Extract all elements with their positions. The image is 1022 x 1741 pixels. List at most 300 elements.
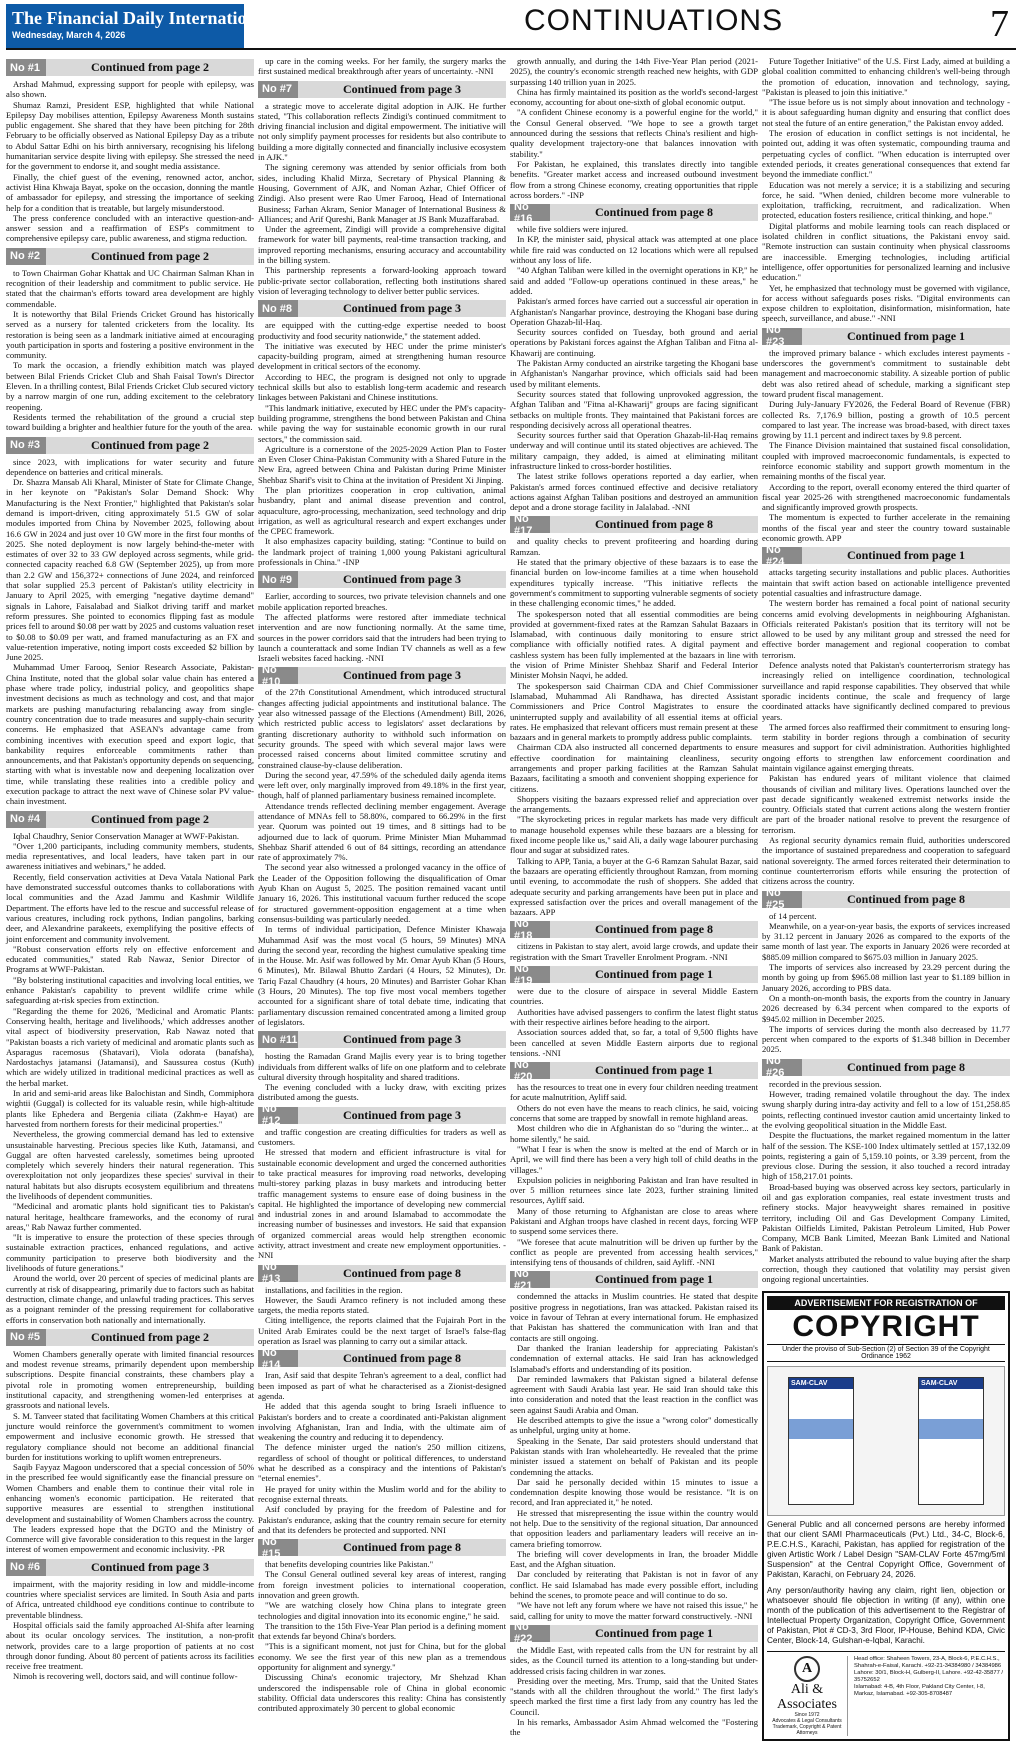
article-body	[510, 1082, 758, 1267]
article-paragraph: Asif concluded by praying for the freedom of Palestine and for Pakistan's endurance, asking that the country remain secure for eternity and that its defenders be protected and supported. NNI	[258, 1504, 506, 1535]
article-header	[6, 437, 254, 454]
article-paragraph: Digital platforms and mobile learning tools can reach displaced or isolated children in conflict situations, the Pakistani envoy said. "Remote instruction can sustain continuity when physical classrooms are inaccessible. Emerging technologies, including artificial intelligence, offer opportunities for personalized learning and inclusive education."	[762, 220, 1010, 283]
article-paragraph: Shumaz Ramzi, President ESP, highlighted that while National Epilepsy Day mobilises attention, Epilepsy Awareness Month sustains public engagement. She shared that they have been pitching for 28th February to be officially observed as National Epilepsy Day as a tribute to Abdul Sattar Edhi on his birth anniversary, recognising his lifelong humanitarian service despite living with epilepsy. She stressed the need for the government to endorse it, and sought media assistance.	[6, 99, 254, 172]
article-body	[6, 1579, 254, 1682]
article	[258, 571, 506, 663]
article-paragraph: Around the world, over 20 percent of species of medicinal plants are currently at risk of disappearing, primarily due to factors such as habitat destruction, climate change, and unlawful trading practices. This serves as a poignant reminder of the pressing requirement for collaborative efforts in conservation both nationally and internationally.	[6, 1273, 254, 1325]
product-box-2-stripe	[919, 1419, 983, 1439]
ad-body: General Public and all concerned persons are hereby informed that our client SAMI Pharmaceuticals (Pvt.) Ltd., 34-C, Block-6, P.E.C.H.S., Karachi, Pakistan, has applied for registration of the given Artistic Work / Label Design "SAM-CLAV Forte 457mg/5ml Suspension" at the Central Copyright Office, Government of Pakistan, Karachi, on February 24, 2026.	[767, 1519, 1005, 1579]
article-header	[6, 1559, 254, 1576]
article-paragraph: Chairman CDA also instructed all concerned departments to ensure effective coordination for maintaining cleanliness, security arrangements and proper parking facilities at the Ramzan Sahulat Bazaars, facilitating a smooth and convenient shopping experience for citizens.	[510, 742, 758, 794]
article-paragraph: The plan prioritizes cooperation in crop cultivation, animal husbandry, plant and animal disease prevention and control, aquaculture, agro-processing, mechanization, seed technology and drip irrigation, as well as agricultural research and expert exchanges under the CPEC framework.	[258, 484, 506, 537]
article-number: No #11	[258, 1031, 298, 1048]
article-paragraph: the Middle East, with repeated calls from the UN for restraint by all sides, as the Council turned its attention to a long-standing but under-addressed crisis facing children in war zones.	[510, 1644, 758, 1676]
article	[510, 56, 758, 200]
section-title: CONTINUATIONS	[524, 4, 784, 37]
continued-from-label: Continued from page 1	[550, 1062, 758, 1079]
product-box-2-label: SAM-CLAV	[919, 1378, 983, 1389]
continued-from-label: Continued from page 1	[802, 547, 1010, 564]
copyright-advertisement	[762, 1291, 1010, 1741]
ad-title: ADVERTISEMENT FOR REGISTRATION OF	[767, 1296, 1005, 1310]
article	[6, 248, 254, 433]
article-paragraph: For Pakistan, he explained, this translates directly into tangible benefits. "Greater market access and increased outbound investment flow from a strong Chinese economy, creating opportunities that ripple across borders." -INP	[510, 158, 758, 200]
article-paragraph: The imports of services during the month also decreased by 11.77 percent when compared to the exports of $1.348 billion in December 2025.	[762, 1023, 1010, 1055]
article-paragraph: "The skyrocketing prices in regular markets has made very difficult to manage household expenses while these bazaars are a blessing for fixed income people like us," said Ali, a daily wage labourer purchasing flour and sugar at subsidized rates.	[510, 814, 758, 856]
article-body	[6, 1349, 254, 1555]
continued-from-label: Continued from page 8	[802, 1059, 1010, 1076]
article-paragraph: of 14 percent.	[769, 910, 817, 921]
continued-from-label: Continued from page 3	[298, 571, 506, 588]
article-body	[6, 457, 254, 807]
article-paragraph: He added that this agenda sought to bring Israeli influence to Pakistan's borders and to create a coordinated anti-Pakistan alignment involving Afghanistan, Iran and India, with the ultimate aim of weakening the country and reducing it to dependency.	[258, 1401, 506, 1443]
article-paragraph: The erosion of education in conflict settings is not incidental, he pointed out, adding it was often systematic, compounding trauma and perpetuating cycles of conflict. "When education is interrupted over extended periods, it creates generational consequences that extend far beyond the immediate conflict."	[762, 128, 1010, 180]
article-paragraph: The Pakistan Army conducted an airstrike targeting the Khogani base in Afghanistan's Nangarhar province, which officials said had been used by militant elements.	[510, 358, 758, 389]
article-body	[258, 591, 506, 663]
article-number: No #7	[258, 81, 298, 98]
article-paragraph: Many of those returning to Afghanistan are close to areas where Pakistani and Afghan troops have clashed in recent days, forcing WFP to suspend some services there.	[510, 1205, 758, 1237]
article-paragraph: Security sources confided on Tuesday, both ground and aerial operations by Pakistani forces against the Afghan Taliban and Fitna al-Khawarij are continuing.	[510, 327, 758, 358]
article	[510, 512, 758, 918]
article-body	[510, 986, 758, 1058]
article-paragraph: Market analysts attributed the rebound to value buying after the sharp correction, though they cautioned that volatility may persist given ongoing regional uncertainties.	[762, 1253, 1010, 1285]
article	[510, 1267, 758, 1621]
article-header	[258, 1535, 506, 1560]
article-paragraph: Despite the fluctuations, the market regained momentum in the latter half of the session. The KSE-100 Index ultimately settled at 157,132.09 points, registering a gain of 5,159.10 points, or 3.39 percent, from the previous close. During the session, it also touched a record intraday high of 158,217.01 points.	[762, 1130, 1010, 1182]
article-paragraph: The affected platforms were restored after immediate technical intervention and are now functioning normally. At the same time, sources in the power corridors said that the intruders had been trying to launch a counterattack and some Indian TV channels as well as a few Israeli websites faced hacking. -NNI	[258, 611, 506, 664]
article-paragraph: Agriculture is a cornerstone of the 2025-2029 Action Plan to Foster an Even Closer China-Pakistan Community with a Shared Future in the New Era, agreed between China and Pakistan during Prime Minister Shehbaz Sharif's visit to China at the invitation of President Xi Jinping.	[258, 443, 506, 485]
firm-tagline: Advocates & Legal Consultants Trademark, Copyright & Patent Attorneys	[772, 1717, 842, 1736]
article-paragraph: The Finance Division maintained that sustained fiscal consolidation, coupled with improved macroeconomic fundamentals, is expected to reinforce economic stability and support growth momentum in the remaining months of the fiscal year.	[762, 440, 1010, 482]
article-paragraph: The briefing will cover developments in Iran, the broader Middle East, and the Afghan situation.	[510, 1548, 758, 1570]
article-paragraph: were due to the closure of airspace in several Middle Eastern countries.	[510, 986, 758, 1007]
article-body	[258, 320, 506, 567]
article-paragraph: Education was not merely a service; it is a stabilizing and securing force, he said. "When denied, children become more vulnerable to exploitation, trafficking, recruitment, and radicalization. When protected, education fosters resilience, critical thinking, and hope."	[762, 179, 1010, 221]
article-body	[510, 224, 758, 512]
continued-from-label: Continued from page 3	[298, 300, 506, 317]
continued-from-label: Continued from page 2	[46, 1329, 254, 1346]
article-number: No #19	[510, 966, 550, 983]
article-body	[762, 1079, 1010, 1285]
article-paragraph: a strategic move to accelerate digital adoption in AJK. He further stated, "This collaboration reflects Zindigi's continued commitment to driving financial inclusion and digital empowerment. The initiative will not only simplify payment processes for residents but also contribute to building a more digitally connected and financially inclusive ecosystem in AJK."	[258, 100, 506, 163]
continued-from-label: Continued from page 8	[550, 204, 758, 221]
article-paragraph: He stressed that misrepresenting the issue within the country would not help. Due to the sensitivity of the regional situation, Dar announced that opposition leaders and parliamentary leaders will receive an in-camera briefing tomorrow.	[510, 1507, 758, 1549]
article-paragraph: He prayed for unity within the Muslim world and for the ability to recognise external threats.	[258, 1483, 506, 1504]
article-paragraph: "A confident Chinese economy is a powerful engine for the world," the Consul General observed. "We hope to see a growth target announced during the sessions that reflects China's resilient and high-quality development trajectory-one that balances innovation with stability."	[510, 107, 758, 159]
article-header	[762, 1055, 1010, 1080]
article-paragraph: Association sources added that, so far, a total of 9,500 flights have been cancelled at seven Middle Eastern airports due to regional tensions. -NNI	[510, 1027, 758, 1058]
article-paragraph: The defence minister urged the nation's 250 million citizens, regardless of school of thought or political differences, to understand what he described as a conspiracy and the intentions of Pakistan's "eternal enemies".	[258, 1442, 506, 1484]
page-number: 7	[990, 3, 1009, 45]
article-header	[510, 917, 758, 942]
firm-offices	[847, 1656, 1005, 1736]
article-body	[258, 101, 506, 297]
column-2	[258, 56, 506, 1714]
article-paragraph: "Regarding the theme for 2026, 'Medicinal and Aromatic Plants: Conserving health, heritage and livelihoods,' which addresses another vital aspect of biodiversity preservation, Rab Nawaz noted that "Pakistan boasts a rich variety of medicinal and aromatic plants such as Asparagus racemosus (Shatavari), Viola odorata (banafsha), Nardostachys jatamansi (Jatamansi), and Saussurea costus (Kuth) which are widely utilized in traditional medicinal practices as well as the herbal market.	[6, 1005, 254, 1088]
masthead	[0, 0, 1022, 52]
article-paragraph: to Town Chairman Gohar Khattak and UC Chairman Salman Khan in recognition of their leadership and commitment to public service. He stated that the chairman's efforts toward area development are highly commendable.	[6, 267, 254, 309]
article-paragraph: "What I fear is when the snow is melted at the end of March or in April, we will find there has been a very high toll of child deaths in the villages."	[510, 1143, 758, 1175]
article	[6, 1559, 254, 1682]
article	[762, 324, 1010, 544]
article-body	[510, 1291, 758, 1621]
article-paragraph: It is noteworthy that Bilal Friends Cricket Ground has historically served as a nursery for talented cricketers from the locality. Its restoration is being seen as a landmark initiative aimed at encouraging youth participation in sports and fostering a positive environment in the community.	[6, 308, 254, 361]
article-number: No #21	[510, 1271, 550, 1288]
article-paragraph: recorded in the previous session.	[769, 1078, 882, 1089]
firm-name: Ali & Associates	[777, 1681, 837, 1712]
article-paragraph: Dar said he personally decided within 15 minutes to issue a condemnation despite knowing those would be resistance. "It is on record, and Iran appreciated it," he noted.	[510, 1476, 758, 1508]
article-number: No #20	[510, 1062, 550, 1079]
article-paragraph: However, trading remained volatile throughout the day. The index swung sharply during intra-day activity and fell to a low of 151,258.85 points, reflecting continued investor caution amid uncertainty linked to the evolving geopolitical situation in the Middle East.	[762, 1089, 1010, 1130]
article-paragraph: The initiative was executed by HEC under the prime minister's capacity-building program, aimed at strengthening human resource development in critical sectors of the economy.	[258, 340, 506, 372]
firm-since: Since 1972	[794, 1711, 820, 1718]
article	[258, 1261, 506, 1347]
article-paragraph: "40 Afghan Taliban were killed in the overnight operations in KP," he said and added "Follow-up operations continued in these areas," he added.	[510, 265, 758, 296]
article-paragraph: "The issue before us is not simply about innovation and technology - it is about safeguarding human dignity and ensuring that conflict does not steal the future of an entire generation," the Pakistan envoy added.	[762, 97, 1010, 128]
column-4	[762, 56, 1010, 1736]
product-box-2	[918, 1377, 984, 1505]
article-header	[762, 887, 1010, 912]
article	[258, 663, 506, 1027]
article-paragraph: He stressed that modern and efficient infrastructure is vital for sustainable economic development and urged the concerned authorities to take practical measures for improving road networks, developing multi-storey parking plazas in busy markets and introducing better traffic management systems to ensure ease of doing business in the capital. He highlighted the importance of developing new commercial and industrial zones in and around Islamabad to accommodate the increasing number of businesses and investors. He said that expansion of organized commercial areas would help strengthen economic activity, attract investment and create new employment opportunities. -NNI	[258, 1147, 506, 1261]
article-body	[762, 56, 1010, 324]
article-paragraph: hosting the Ramadan Grand Majlis every year is to bring together individuals from different walks of life on one platform and to celebrate cultural diversity through hospitality and shared traditions.	[258, 1051, 506, 1082]
column-3	[510, 56, 758, 1738]
article-header	[510, 1267, 758, 1292]
article	[762, 1055, 1010, 1285]
article-paragraph: In arid and semi-arid areas like Balochistan and Sindh, Commiphora wightii (Guggal) is collected for its valuable resin, while high-altitude plants like Ephedera and Bergenia ciliata (Zakhm-e Hayat) are harvested from northern forests for their medicinal properties."	[6, 1088, 254, 1129]
article-paragraph: Security sources further said that Operation Ghazab-lil-Haq remains underway and will continue until its stated objectives are achieved. The military campaign, they added, is aimed at eliminating militant infrastructure linked to cross-border hostilities.	[510, 430, 758, 471]
article-header	[510, 1621, 758, 1646]
article-body	[258, 1559, 506, 1713]
office-head: Head office: Shaheen Towers, 23-A, Block-6, P.E.C.H.S., Shahrah-e-Faisal, Karachi. +92-21-34384980 / 34384986	[854, 1655, 1002, 1669]
article-paragraph: Recently, field conservation activities at Deva Vatala National Park have demonstrated successful outcomes thanks to collaborations with local communities and the Azad Jammu and Kashmir Wildlife Department. The efforts have led to the rescue and successful release of various creatures, including rock pythons, Indian pangolins, barking deer, and Alexandrine parakeets, exemplifying the positive effects of joint enforcement and community involvement.	[6, 871, 254, 944]
article-paragraph: Earlier, according to sources, two private television channels and one mobile application reported breaches.	[258, 591, 506, 612]
article-paragraph: Discussing China's economic trajectory, Mr Shehzad Khan underscored the indispensable role of China in global economic stability. Official data underscores this reality: China has consistently contributed approximately 30 percent to global economic	[258, 1672, 506, 1714]
article-paragraph: The second year also witnessed a prolonged vacancy in the office of the Leader of the Opposition following the disqualification of Omar Ayub Khan on August 5, 2025. The position remained vacant until January 16, 2026. This institutional vacuum further reduced the scope for structured government-opposition engagement at a time when consensus-building was particularly needed.	[258, 862, 506, 924]
continued-from-label: Continued from page 2	[46, 248, 254, 265]
article-number: No #18	[510, 921, 550, 938]
continued-from-label: Continued from page 3	[46, 1559, 254, 1576]
article-number: No #8	[258, 300, 298, 317]
article-body	[762, 348, 1010, 544]
article-paragraph: Meanwhile, on a year-on-year basis, the exports of services increased by 31.12 percent in January 2026 as compared to the exports of the same month of last year. The exports in January 2026 were recorded at $885.09 million compared to $675.03 million in January 2025.	[762, 920, 1010, 962]
article-header	[258, 663, 506, 688]
continued-from-label: Continued from page 3	[298, 1031, 506, 1048]
article-paragraph: attacks targeting security installations and public places. Authorities maintain that swift action based on actionable intelligence prevented potential casualties and infrastructure damage.	[762, 567, 1010, 598]
article	[6, 1329, 254, 1555]
article-header	[762, 324, 1010, 349]
office-islamabad: Islamabad: 4-B, 4th Floor, Pakland City Center, I-8, Markaz, Islamabad. +92-305-8708487	[854, 1683, 985, 1697]
continued-from-label: Continued from page 3	[298, 81, 506, 98]
article-paragraph: On a month-on-month basis, the exports from the country in January 2026 decreased by 6.34 percent when compared to the exports of $945.02 million in December 2025.	[762, 992, 1010, 1024]
article-paragraph: The spokesperson said Chairman CDA and Chief Commissioner Islamabad, Muhammad Ali Randhawa, has directed Assistant Commissioners and Price Control Magistrates to ensure the uninterrupted supply and availability of all essential items at official rates. He emphasized that relevant officers must remain present at these bazaars and in general markets to promptly address public complaints.	[510, 680, 758, 743]
article-paragraph: are equipped with the cutting-edge expertise needed to boost productivity and food security nationwide," the statement added.	[258, 320, 506, 341]
article-header	[258, 571, 506, 588]
article-number: No #2	[6, 248, 46, 265]
article-paragraph: installations, and facilities in the region.	[265, 1284, 403, 1295]
article-paragraph: The leaders expressed hope that the DGTO and the Ministry of Commerce will give favorable consideration to this request in the larger interest of women empowerment and economic inclusivity. -PR	[6, 1523, 254, 1555]
article-number: No #12	[258, 1107, 298, 1124]
article	[510, 917, 758, 962]
article-paragraph: "We have not left any forum where we have not raised this issue," he said, calling for unity to move the matter forward constructively. -NNI	[510, 1600, 758, 1621]
article-number: No #13	[258, 1265, 298, 1282]
article-header	[258, 1031, 506, 1048]
article-number: No #15	[258, 1539, 298, 1556]
article-number: No #16	[510, 204, 550, 221]
product-box-1-stripe	[789, 1419, 853, 1439]
article-header	[258, 1261, 506, 1286]
article-header	[510, 1058, 758, 1083]
article-paragraph: Dr. Shazra Mansab Ali Kharal, Minister of State for Climate Change, in her keynote on "Pakistan's Solar Demand Shock: Why Manufacturing is the Next Frontier," highlighted that Pakistan's solar demand is import-driven, citing approximately 51.5 GW of solar modules imported from China by November 2025, following about 16.6 GW in 2024 and just over 10 GW more in the first four months of 2025. She noted deployment is now largely behind-the-meter with estimates of over 32 to 33 GW deployed across segments, while grid-connected capacity reached 6.8 GW (September 2025), up from more than 2.2 GW and 156,372+ connections of June 2024, and reinforced that solar supplied 25.3 percent of Pakistan's utility electricity in January to April 2025, with emerging "negative daytime demand" signals in Lahore, Faisalabad and Sialkot driving tariff and market reform pressures. She pointed to economics flipping fast as module prices fell to around $0.08 per watt by 2025 and customs valuation reset to $0.08 to $0.09 per watt, and framed manufacturing as an FX and value-retention imperative, noting import costs exceeded $2 billion by June 2025.	[6, 477, 254, 663]
article-paragraph: The western border has remained a focal point of national security concerns amid evolving developments in neighbouring Afghanistan. Officials reiterated Pakistan's position that its territory will not be allowed to be used by any militant group and stressed the need for effective border management and regional cooperation to combat terrorism.	[762, 598, 1010, 660]
article	[258, 1535, 506, 1714]
article-paragraph: "Over 1,200 participants, including community members, students, media representatives, and local leaders, have taken part in our awareness initiatives and webinars," he added.	[6, 840, 254, 872]
article-paragraph: During July-January FY2026, the Federal Board of Revenue (FBR) collected Rs. 7,176.9 billion, posting a growth of 10.5 percent compared to last year. The increase was broad-based, with direct taxes growing by 11.1 percent and indirect taxes by 9.8 percent.	[762, 399, 1010, 441]
article-paragraph: "Robust conservation efforts rely on effective enforcement and educated communities," stated Rab Nawaz, Senior Director of Programs at WWF-Pakistan.	[6, 943, 254, 975]
firm-logo	[767, 1656, 847, 1736]
article-header	[6, 59, 254, 76]
continued-from-label: Continued from page 2	[46, 437, 254, 454]
article-paragraph: The transition to the 15th Five-Year Plan period is a defining moment that extends far beyond China's borders.	[258, 1620, 506, 1642]
article-body	[762, 911, 1010, 1055]
ad-headline: COPYRIGHT	[792, 1309, 980, 1343]
article-body	[258, 1051, 506, 1102]
article-paragraph: The evening concluded with a lucky draw, with exciting prizes distributed among the guests.	[258, 1082, 506, 1103]
article-paragraph: Security sources stated that following unprovoked aggression, the Afghan Taliban and "Fitna al-Khawarij" groups are facing significant setbacks on multiple fronts. They maintained that Pakistani forces are responding decisively across all operational theatres.	[510, 388, 758, 430]
article-paragraph: Nimoh is recovering well, doctors said, and will continue follow-	[13, 1671, 238, 1682]
article-paragraph: The spokesperson noted that all essential commodities are being provided at government-fixed rates at the Ramzan Sahulat Bazaars in Islamabad, with continuous daily monitoring to ensure strict compliance with officially notified rates. A digital payment and cashless system has been fully implemented at the bazaars in line with the vision of Prime Minister Shehbaz Sharif and Federal Interior Minister Mohsin Naqvi, he added.	[510, 608, 758, 681]
product-box-1	[788, 1377, 854, 1505]
continued-from-label: Continued from page 3	[298, 667, 506, 684]
article-paragraph: of the 27th Constitutional Amendment, which introduced structural changes affecting judicial appointments and institutional balance. The year also witnessed passage of the Elections (Amendment) Bill, 2026, which restricted public access to legislators' asset declarations by granting discretionary authority to withhold such information on security grounds. The speed with which several major laws were processed raised concerns about limited committee scrutiny and constrained clause-by-clause deliberation.	[258, 687, 506, 770]
article-paragraph: impairment, with the majority residing in low and middle-income countries where specialist services are limited. In South Asia and parts of Africa, untreated childhood eye conditions continue to contribute to preventable blindness.	[6, 1578, 254, 1620]
article-number: No #1	[6, 59, 46, 76]
article-paragraph: Pakistan's armed forces have carried out a successful air operation in Afghanistan's Nangarhar province, destroying the Khogani base during Operation Ghazab-lil-Haq.	[510, 296, 758, 327]
article-paragraph: Future Together Initiative" of the U.S. First Lady, aimed at building a global coalition committed to enhancing children's well-being through the promotion of education, innovation and technology, saying, "Pakistan is pleased to join this initiative."	[762, 56, 1010, 97]
article-number: No #24	[762, 547, 802, 564]
article-paragraph: As regional security dynamics remain fluid, authorities underscored the importance of sustained preparedness and cooperation to safeguard national sovereignty. The armed forces reiterated their determination to continue counterterrorism efforts while ensuring the protection of citizens across the country.	[762, 835, 1010, 887]
article	[258, 1031, 506, 1102]
article-paragraph: "We are watching closely how China plans to integrate green technologies and digital innovation into its economic engine," he said.	[258, 1600, 506, 1621]
continued-from-label: Continued from page 2	[46, 811, 254, 828]
article-paragraph: Shoppers visiting the bazaars expressed relief and appreciation over the arrangements.	[510, 793, 758, 815]
article-paragraph: Citing intelligence, the reports claimed that the Fujairah Port in the United Arab Emirates could be the next target of Israel's false-flag operation as Israel was planning to carry out a similar attack.	[258, 1315, 506, 1347]
article-paragraph: and quality checks to prevent profiteering and hoarding during Ramzan.	[510, 536, 758, 557]
article-body	[510, 1645, 758, 1738]
article-paragraph: Expulsion policies in neighboring Pakistan and Iran have resulted in over 5 million returnees since late 2023, further straining limited resources, Ayliff said.	[510, 1174, 758, 1206]
article-paragraph: Finally, the chief guest of the evening, renowned actor, anchor, activist Hina Khwaja Bayat, spoke on the occasion, donning the mantle of ambassador for epilepsy, and stressing the importance of seeking help for a condition that is treatable, but largely misunderstood.	[6, 171, 254, 213]
article-paragraph: Pakistan has endured years of militant violence that claimed thousands of civilian and military lives. Operations launched over the past decade significantly weakened extremist networks inside the country. Officials stated that current actions along the western frontier are part of the broader national resolve to prevent the resurgence of terrorism.	[762, 773, 1010, 835]
article-paragraph: The momentum is expected to further accelerate in the remaining months of the fiscal year and steer the country toward sustainable economic growth. APP	[762, 512, 1010, 544]
article-paragraph: The armed forces also reaffirmed their commitment to ensuring long-term stability in border regions through a combination of security measures and support for civil administration. Authorities highlighted ongoing efforts to strengthen law enforcement coordination and maintain vigilance against emerging threats.	[762, 721, 1010, 773]
article-paragraph: Defence analysts noted that Pakistan's counterterrorism strategy has increasingly relied on intelligence coordination, technological surveillance and rapid response capabilities. They observed that while sporadic incidents continue, the scale and frequency of large coordinated attacks have significantly declined compared to previous years.	[762, 660, 1010, 722]
article-paragraph: In terms of individual participation, Defence Minister Khawaja Muhammad Asif was the most vocal (5 hours, 59 Minutes) MNA during the second year, recording the highest cumulative speaking time in the House. Mr. Asif was followed by Mr. Omar Ayub Khan (5 Hours, 6 Minutes), Mr. Bilawal Bhutto Zardari (4 Hours, 52 Minutes), Dr. Tariq Fazal Chaudhry (4 hours, 20 Minutes) and Barrister Gohar Khan (3 Hours, 20 Minutes). The top five most vocal members together accounted for a significant share of total debate time, indicating that parliamentary discussion remained concentrated among a limited group of legislators.	[258, 924, 506, 1027]
article	[6, 437, 254, 807]
article-paragraph: The Consul General outlined several key areas of interest, ranging from foreign investment policies to international cooperation, innovation and green growth.	[258, 1569, 506, 1600]
article-paragraph: that benefits developing countries like Pakistan."	[265, 1559, 434, 1570]
article-paragraph: The latest strike follows operations reported a day earlier, when Pakistan's armed forces continued effective and decisive retaliatory actions against Afghan Taliban positions and destroyed an ammunition depot and a drone storage facility in Jalalabad. -NNI	[510, 471, 758, 513]
article-paragraph: citizens in Pakistan to stay alert, avoid large crowds, and update their registration with the Smart Traveller Enrolment Program. -NNI	[510, 941, 758, 962]
article-header	[510, 200, 758, 225]
article-paragraph: "This landmark initiative, executed by HEC under the PM's capacity-building programme, strengthens the bond between Pakistan and China while paving the way for sustainable economic growth in our rural sectors," the commission said.	[258, 402, 506, 444]
article-number: No #25	[762, 891, 802, 908]
continued-from-label: Continued from page 8	[298, 1539, 506, 1556]
article	[762, 56, 1010, 324]
article-paragraph: Attendance trends reflected declining member engagement. Average attendance of MNAs fell to 58.80%, compared to 66.29% in the first year. Quorum was pointed out 19 times, and 8 sittings had to be adjourned due to lack of quorum. Prime Minister Mian Muhammad Shehbaz Sharif attended 6 out of 84 sittings, recording an attendance rate of approximately 7%.	[258, 800, 506, 863]
article	[510, 200, 758, 513]
article-paragraph: "Medicinal and aromatic plants hold significant ties to Pakistan's natural heritage, healthcare frameworks, and the economy of rural areas," Rab Nawaz further commented.	[6, 1201, 254, 1232]
ad-body-2: Any person/authority having any claim, right lien, objection or whatsoever should file objection in writing (if any), within one month of the publication of this advertisement to the Registrar of Intellectual Property Organization, Copyright Office, Government of Pakistan, Plot # CD-3, 3rd Floor, IP-House, Behind KDA, Civic Center, Block-14, Gulshan-e-Iqbal, Karachi.	[767, 1585, 1005, 1645]
article-paragraph: since 2023, with implications for water security and future dependence on batteries and critical minerals.	[6, 456, 254, 477]
article-paragraph: Dar thanked the Iranian leadership for appreciating Pakistan's condemnation of external attacks. He said Iran has acknowledged Islamabad's efforts and understanding of its position.	[510, 1342, 758, 1374]
paper-logo-block	[6, 4, 271, 48]
article-paragraph: Presiding over the meeting, Mrs. Trump, said that the United States "stands with all the children throughout the world." The first lady's speech marked the first time a first lady from any country has led the Council.	[510, 1675, 758, 1717]
continued-from-label: Continued from page 8	[298, 1350, 506, 1367]
article-number: No #6	[6, 1559, 46, 1576]
article-body	[6, 79, 254, 244]
article-paragraph: Yet, he emphasized that technology must be governed with vigilance, for access without safeguards poses risks. "Digital environments can expose children to exploitation, disinformation, misinformation, hate speech, surveillance, and abuse." -NNI	[762, 282, 1010, 324]
article-header	[258, 81, 506, 98]
product-box-1-label: SAM-CLAV	[789, 1378, 853, 1389]
article-paragraph: Authorities have advised passengers to confirm the latest flight status with their respective airlines before heading to the airport.	[510, 1006, 758, 1027]
law-firm-block	[767, 1651, 1005, 1736]
article-body	[258, 1370, 506, 1535]
article-header	[258, 1346, 506, 1371]
article-paragraph: Saqib Fayyaz Magoon underscored that a special concession of 50% in the prescribed fee would significantly ease the financial pressure on Women Chambers and enable them to continue their vital role in enhancing women's economic participation. He reiterated that supportive measures are essential to strengthen institutional development and sustainability of Women Chambers across the country.	[6, 1462, 254, 1524]
article-paragraph: Arshad Mahmud, expressing support for people with epilepsy, was also shown.	[6, 79, 254, 100]
article-paragraph: "We foresee that acute malnutrition will be driven up further by the conflict as people are prevented from accessing health services," intensifying tens of thousands of children, said Ayliff. -NNI	[510, 1236, 758, 1268]
article-number: No #5	[6, 1329, 46, 1346]
article-number: No #10	[258, 667, 298, 684]
article-body	[510, 536, 758, 917]
continued-from-label: Continued from page 1	[550, 966, 758, 983]
article-paragraph: Women Chambers generally operate with limited financial resources and modest revenue streams, primarily dependent upon membership subscriptions. Despite financial constraints, these chambers play a pivotal role in promoting women entrepreneurship, building institutional capacity, and strengthening women-led enterprises at grassroots and national levels.	[6, 1348, 254, 1411]
article	[510, 1621, 758, 1738]
ad-subheading: Under the proviso of Sub-Section (2) of Section 39 of the Copyright Ordinance 1962	[767, 1344, 1005, 1362]
article	[762, 543, 1010, 887]
article-number: No #4	[6, 811, 46, 828]
article-paragraph: "It is imperative to ensure the protection of these species through sustainable extraction practices, enhanced regulations, and active community participation to preserve both biodiversity and the livelihoods of future generations."	[6, 1232, 254, 1274]
article-paragraph: Nevertheless, the growing commercial demand has led to extensive unsustainable harvesting. Precious species like Kuth, Jatamansi, and Guggal are often harvested carelessly, sometimes being uprooted completely which severely hinders their natural regeneration. This overexploitation not only jeopardizes these species' survival in their natural habitats but also disrupts ecosystem equilibrium and threatens the livelihoods of dependent communities.	[6, 1129, 254, 1201]
article-paragraph: Iran, Asif said that despite Tehran's agreement to a deal, conflict had been imposed as part of what he characterised as a Zionist-designed agenda.	[258, 1370, 506, 1401]
article-paragraph: Others do not even have the means to reach clinics, he said, voicing concerns that some are trapped by snowfall in remote highland areas.	[510, 1102, 758, 1124]
article-paragraph: He described attempts to give the issue a "wrong color" domestically as unhelpful, urging unity at home.	[510, 1415, 758, 1436]
article	[258, 81, 506, 297]
article-number: No #17	[510, 516, 550, 533]
article-paragraph: China has firmly maintained its position as the world's second-largest economy, accounting for about one-sixth of global economic output.	[510, 86, 758, 108]
article	[258, 300, 506, 567]
article-header	[510, 512, 758, 537]
article	[510, 962, 758, 1058]
article-paragraph: The signing ceremony was attended by senior officials from both sides, including Khalid Mirza, Secretary of Physical Planning & Housing, Government of AJK, and Noman Azhar, Chief Officer of Zindigi. Also present were Rao Umer Farooq, Head of International Business; Farhan Akram, Senior Manager of International Business & Alliances; and Arif Qureshi, Bank Manager at JS Bank Muzaffarabad.	[258, 162, 506, 224]
article	[258, 1346, 506, 1535]
article-paragraph: In his remarks, Ambassador Asim Ahmad welcomed the "Fostering the	[510, 1717, 758, 1738]
article-number: No #9	[258, 571, 298, 588]
article-paragraph: Most children who die in Afghanistan do so "during the winter... at home silently," he said.	[510, 1123, 758, 1144]
article-body	[258, 56, 506, 77]
article-paragraph: while five soldiers were injured.	[517, 224, 628, 235]
continued-from-label: Continued from page 8	[298, 1265, 506, 1282]
column-4-articles	[762, 56, 1010, 1285]
article-paragraph: has the resources to treat one in every four children needing treatment for acute malnutrition, Ayliff said.	[510, 1082, 758, 1103]
article	[510, 1058, 758, 1268]
article-paragraph: Iqbal Chaudhry, Senior Conservation Manager at WWF-Pakistan.	[13, 830, 240, 841]
continued-from-label: Continued from page 1	[802, 328, 1010, 345]
article-paragraph: However, the Saudi Aramco refinery is not included among these targets, the media reports stated.	[258, 1294, 506, 1316]
article-number: No #14	[258, 1350, 298, 1367]
continued-from-label: Continued from page 8	[802, 891, 1010, 908]
article-header	[762, 543, 1010, 568]
article-paragraph: Dar concluded by reiterating that Pakistan is not in favor of any conflict. He said Islamabad has made every possible effort, including behind the scenes, to promote peace and will continue to do so.	[510, 1569, 758, 1601]
article-number: No #22	[510, 1625, 550, 1642]
article-body	[510, 56, 758, 200]
article-paragraph: S. M. Tanveer stated that facilitating Women Chambers at this critical juncture would reinforce the government's commitment to women empowerment and inclusive economic growth. He stressed that regulatory compliance should not become an additional financial burden for institutions working to uplift women entrepreneurs.	[6, 1410, 254, 1462]
article-paragraph: up care in the coming weeks. For her family, the surgery marks the first sustained medical breakthrough after years of uncertainty. -NNI	[258, 56, 506, 77]
article-paragraph: Hospital officials said the family approached Al-Shifa after learning about its ocular oncology services. The institution, a non-profit network, provides care to a large proportion of patients at no cost through donor funding. About 80 percent of patients across its facilities receive free treatment.	[6, 1619, 254, 1672]
article-paragraph: "This is a significant moment, not just for China, but for the global economy. We see the first year of this new plan as a tremendous opportunity for alignment and synergy."	[258, 1641, 506, 1673]
article-paragraph: Broad-based buying was observed across key sectors, particularly in oil and gas exploration companies, real estate investment trusts and refinery stocks. Major heavyweight shares remained in positive territory, including Oil and Gas Development Company Limited, Pakistan Oilfields Limited, Pakistan Petroleum Limited, Hub Power Company, MCB Bank Limited, Meezan Bank Limited and National Bank of Pakistan.	[762, 1181, 1010, 1254]
article-paragraph: The imports of services also increased by 23.29 percent during the month by going up from $965.08 million last year to $1.189 billion in January 2026, according to PBS data.	[762, 962, 1010, 993]
article-paragraph: During the second year, 47.59% of the scheduled daily agenda items were left over, only marginally improved from 49.18% in the first year, though, half of planned parliamentary business remained incomplete.	[258, 769, 506, 801]
article-paragraph: It also emphasizes capacity building, stating: "Continue to build on the landmark project of training 1,000 young Pakistani agricultural professionals in China." -INP	[258, 536, 506, 568]
issue-date: Wednesday, March 4, 2026	[12, 30, 126, 40]
continued-from-label: Continued from page 8	[550, 921, 758, 938]
article-paragraph: "By bolstering institutional capacities and involving local entities, we enhance Pakistan's capability to prevent wildlife crime while safeguarding at-risk species from extinction.	[6, 974, 254, 1006]
article-body	[6, 268, 254, 433]
article-header	[258, 1103, 506, 1128]
article-paragraph: According to HEC, the program is designed not only to upgrade technical skills but also to establish long-term academic and research linkages between Pakistani and Chinese institutions.	[258, 371, 506, 403]
article-paragraph: According to the report, overall economy entered the third quarter of fiscal year 2025-26 with strengthened macroeconomic fundamentals and significantly improved growth prospects.	[762, 481, 1010, 513]
article-paragraph: condemned the attacks in Muslim countries. He stated that despite positive progress in negotiations, Iran was attacked. Pakistan raised its voice in favour of Tehran at every international forum. He emphasized that Pakistan has shattered the communication with Iran and that contacts are still ongoing.	[510, 1291, 758, 1343]
article-body	[258, 687, 506, 1027]
article-paragraph: Speaking in the Senate, Dar said protesters should understand that Pakistan stands with Iran wholeheartedly. He revealed that the prime minister issued a statement on behalf of Pakistan and its people condemning the attacks.	[510, 1435, 758, 1477]
article-paragraph: growth annually, and during the 14th Five-Year Plan period (2021-2025), the country's economic strength reached new heights, with GDP surpassing 140 trillion yuan in 2025.	[510, 56, 758, 87]
article	[6, 811, 254, 1325]
paper-name: The Financial Daily International	[12, 8, 271, 28]
article-body	[258, 1127, 506, 1261]
continued-from-label: Continued from page 3	[298, 1107, 506, 1124]
article-header	[6, 1329, 254, 1346]
article-number: No #26	[762, 1059, 802, 1076]
article	[258, 1103, 506, 1261]
firm-logo-icon: A	[794, 1656, 820, 1682]
article-paragraph: Under the agreement, Zindigi will provide a comprehensive digital framework for water bill payments, real-time transaction tracking, and improved reporting mechanisms, ensuring accuracy and accountability in the billing system.	[258, 224, 506, 266]
article-header	[6, 811, 254, 828]
article-paragraph: To mark the occasion, a friendly exhibition match was played between Bilal Friends Cricket Club and Shah Faisal Town's Director Eleven. In a thrilling contest, Bilal Friends Cricket Club secured victory by a narrow margin of one run, adding excitement to the celebratory reopening.	[6, 360, 254, 412]
article-number: No #23	[762, 328, 802, 345]
article-paragraph: Dar reminded lawmakers that Pakistan signed a bilateral defense agreement with Saudi Arabia last year. He said Iran should take this into consideration and noted that the least reaction in the conflict was seen against Saudi Arabia and Oman.	[510, 1373, 758, 1415]
article-body	[258, 1285, 506, 1347]
article-paragraph: Muhammad Umer Farooq, Senior Research Associate, Pakistan-China Institute, noted that the global solar value chain has entered a phase where trade policy, industrial policy, and geopolitics shape investment decisions as much as technology and cost, and that major markets are pushing manufacturing rebalancing away from single-country concentration due to trade measures and supply-chain security concerns. He emphasized that ASEAN's advantage came from combining incentives with execution speed and export logic, that bankability requires enforceable commitments rather than announcements, and that Pakistan's opportunity depends on sequencing, starting with what is investable now and deepening localization over time, while translating these realities into a credible policy and execution package to attract the next wave of Chinese solar PV value-chain investment.	[6, 662, 254, 807]
office-lahore: Lahore: 30/1, Block-H, Gulberg-II, Lahore. +92-42-35877 / 35752652	[854, 1669, 1004, 1683]
article-paragraph: Talking to APP, Tania, a buyer at the G-6 Ramzan Sahulat Bazar, said the bazaars are operating efficiently throughout Ramzan, from morning until evening, to accommodate the rush of shoppers. She added that adequate security and parking arrangements have been put in place and expressed satisfaction over the prices and overall management of the bazaars. APP	[510, 855, 758, 918]
article-body	[6, 831, 254, 1325]
article	[258, 56, 506, 77]
continued-from-label: Continued from page 8	[550, 516, 758, 533]
article-header	[6, 248, 254, 265]
article-body	[762, 567, 1010, 886]
article-header	[258, 300, 506, 317]
article-paragraph: The press conference concluded with an interactive question-and-answer session and a reaffirmation of ESP's commitment to comprehensive epilepsy care, public awareness, and stigma reduction.	[6, 212, 254, 244]
continued-from-label: Continued from page 1	[550, 1625, 758, 1642]
continued-from-label: Continued from page 2	[46, 59, 254, 76]
article-header	[510, 962, 758, 987]
article-paragraph: Residents termed the rehabilitation of the ground a crucial step toward building a brighter and healthier future for the youth of the area.	[6, 411, 254, 433]
masthead-rule	[6, 48, 1016, 50]
article	[6, 59, 254, 244]
article-paragraph: the improved primary balance - which excludes interest payments - underscores the government's commitment to sustainable debt management and macroeconomic stability. A sizeable portion of public debt was also retired ahead of schedule, marking a significant step toward prudent fiscal management.	[762, 347, 1010, 399]
article-paragraph: and traffic congestion are creating difficulties for traders as well as customers.	[258, 1126, 506, 1148]
